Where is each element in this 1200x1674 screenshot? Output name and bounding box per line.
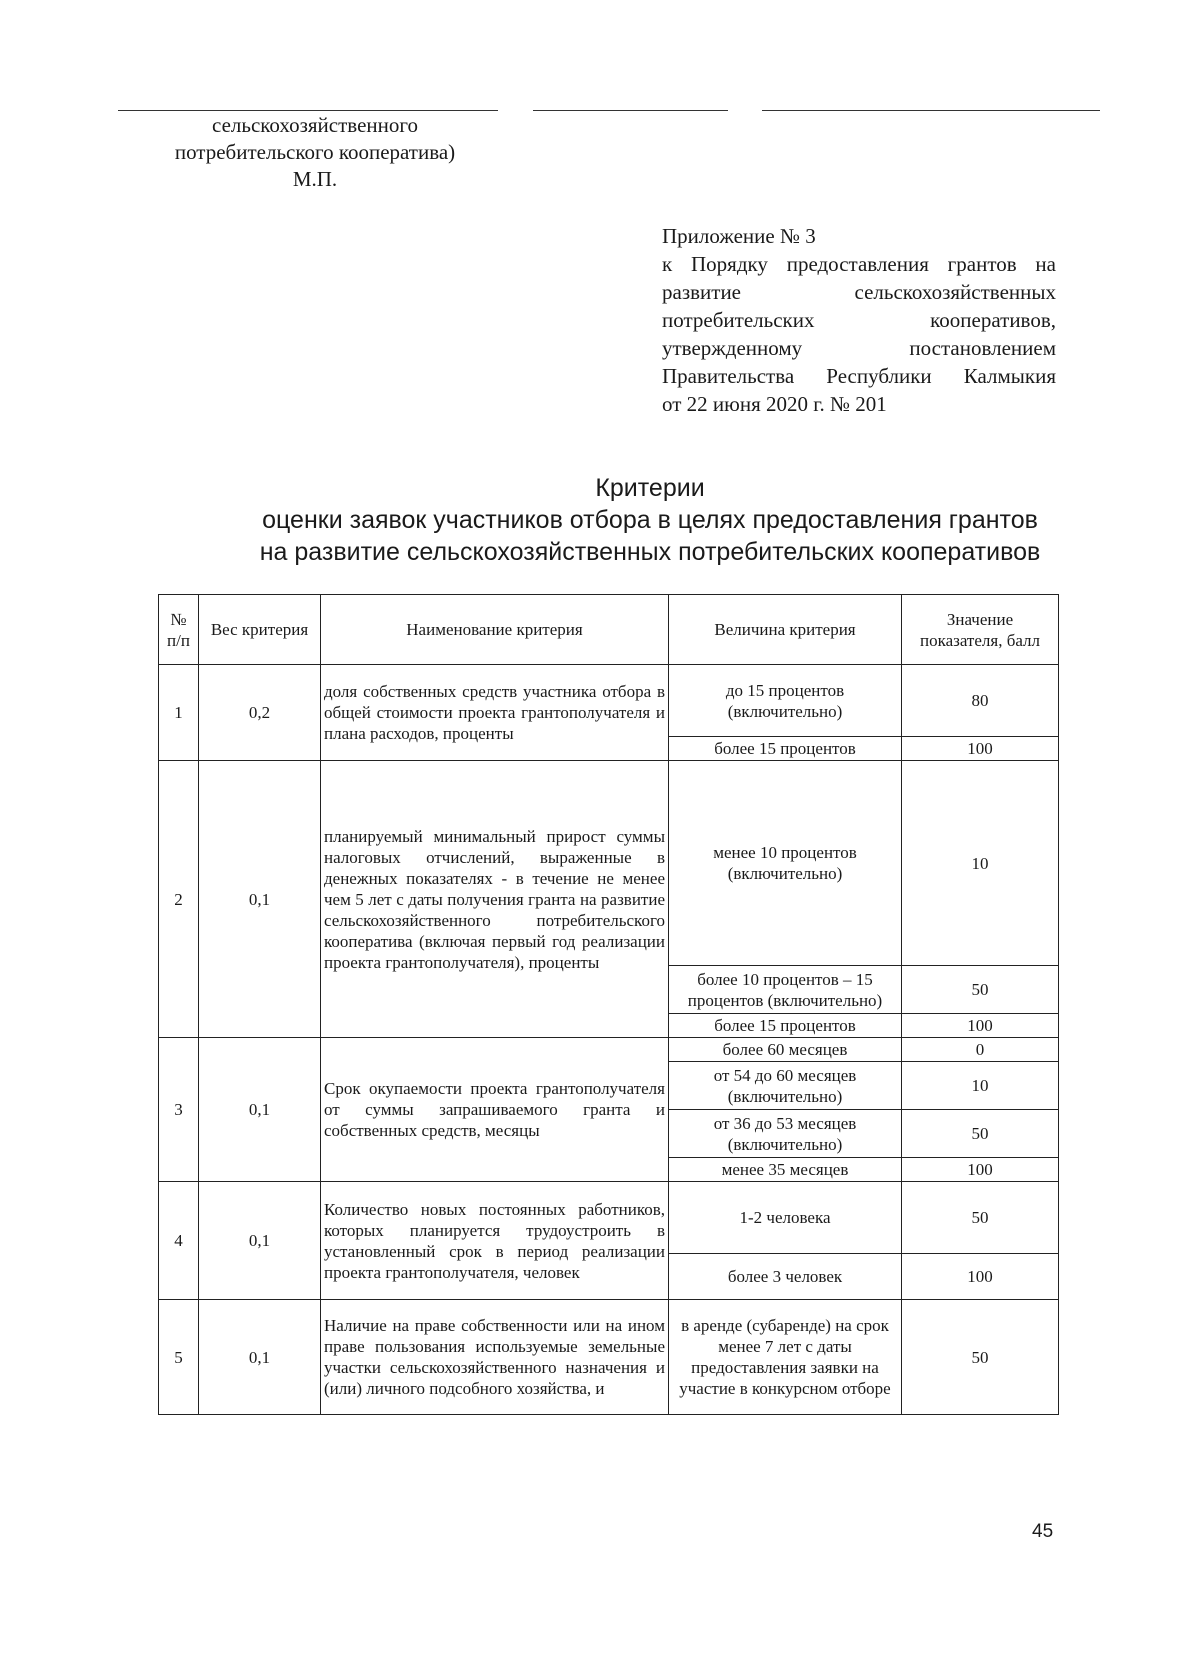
criterion-points: 50 [902,1300,1059,1415]
row-num: 5 [159,1300,199,1415]
criterion-points: 10 [902,761,1059,966]
annex-line: утвержденному постановлением [662,336,1056,360]
criterion-points: 100 [902,1014,1059,1038]
row-weight: 0,1 [199,1038,321,1182]
criterion-value: от 36 до 53 месяцев (включительно) [669,1110,902,1158]
criterion-value: в аренде (субаренде) на срок менее 7 лет с даты предоставления заявки на участие в конкурсном отборе [669,1300,902,1415]
row-weight: 0,1 [199,1182,321,1300]
row-criterion-name: Срок окупаемости проекта грантополучателя от суммы запрашиваемого гранта и собственных средств, месяцы [321,1038,669,1182]
header-name: Наименование критерия [321,595,669,665]
signature-caption [150,112,480,193]
criterion-points: 50 [902,966,1059,1014]
criterion-points: 10 [902,1062,1059,1110]
row-weight: 0,2 [199,665,321,761]
row-criterion-name: Количество новых постоянных работников, которых планируется трудоустроить в установленный срок в период реализации проекта грантополучателя, человек [321,1182,669,1300]
annex-line: от 22 июня 2020 г. № 201 [662,392,887,416]
criterion-points: 50 [902,1110,1059,1158]
annex-line: Правительства Республики Калмыкия [662,364,1056,388]
table-row [159,665,1059,737]
header-value: Величина критерия [669,595,902,665]
criterion-value: более 60 месяцев [669,1038,902,1062]
annex-line: потребительских кооперативов, [662,308,1056,332]
criterion-points: 100 [902,737,1059,761]
table-header-row [159,595,1059,665]
criteria-table [158,594,1059,1415]
row-weight: 0,1 [199,1300,321,1415]
page-number: 45 [1032,1521,1054,1542]
annex-line: развитие сельскохозяйственных [662,280,1056,304]
header-weight: Вес критерия [199,595,321,665]
row-criterion-name: планируемый минимальный прирост суммы налоговых отчислений, выраженные в денежных показателях - в течение не менее чем 5 лет с даты получения гранта на развитие сельскохозяйственного потребительского кооператива (включая первый год реализации проекта грантополучателя), проценты [321,761,669,1038]
criterion-value: 1-2 человека [669,1182,902,1254]
annex-title: Приложение № 3 [662,224,816,248]
criterion-value: более 10 процентов – 15 процентов (включительно) [669,966,902,1014]
signature-line [533,110,728,111]
document-subtitle: на развитие сельскохозяйственных потребительских кооперативов [259,538,1041,566]
criterion-points: 50 [902,1182,1059,1254]
criterion-value: более 15 процентов [669,1014,902,1038]
header-points: Значение показателя, балл [902,595,1059,665]
criterion-points: 100 [902,1158,1059,1182]
criterion-points: 80 [902,665,1059,737]
criterion-value: до 15 процентов (включительно) [669,665,902,737]
criterion-value: более 15 процентов [669,737,902,761]
table-row [159,1300,1059,1415]
criterion-value: менее 35 месяцев [669,1158,902,1182]
row-num: 1 [159,665,199,761]
row-num: 3 [159,1038,199,1182]
row-criterion-name: Наличие на праве собственности или на ином праве пользования используемые земельные участки сельскохозяйственного назначения и (или) личного подсобного хозяйства, и [321,1300,669,1415]
document-subtitle: оценки заявок участников отбора в целях предоставления грантов [262,506,1038,534]
header-num: № п/п [159,595,199,665]
table-row [159,1038,1059,1062]
annex-line: к Порядку предоставления грантов на [662,252,1056,276]
row-num: 4 [159,1182,199,1300]
caption-line: потребительского кооператива) [174,140,456,164]
criterion-value: от 54 до 60 месяцев (включительно) [669,1062,902,1110]
document-title: Критерии [595,474,705,502]
annex-block [662,222,1056,418]
signature-line [762,110,1100,111]
row-num: 2 [159,761,199,1038]
signature-line [118,110,498,111]
criterion-points: 0 [902,1038,1059,1062]
row-criterion-name: доля собственных средств участника отбора в общей стоимости проекта грантополучателя и плана расходов, проценты [321,665,669,761]
criterion-points: 100 [902,1254,1059,1300]
row-weight: 0,1 [199,761,321,1038]
stamp-place: М.П. [292,167,338,191]
criterion-value: более 3 человек [669,1254,902,1300]
table-row [159,761,1059,966]
table-row [159,1182,1059,1254]
criterion-value: менее 10 процентов (включительно) [669,761,902,966]
caption-line: сельскохозяйственного [212,113,418,137]
